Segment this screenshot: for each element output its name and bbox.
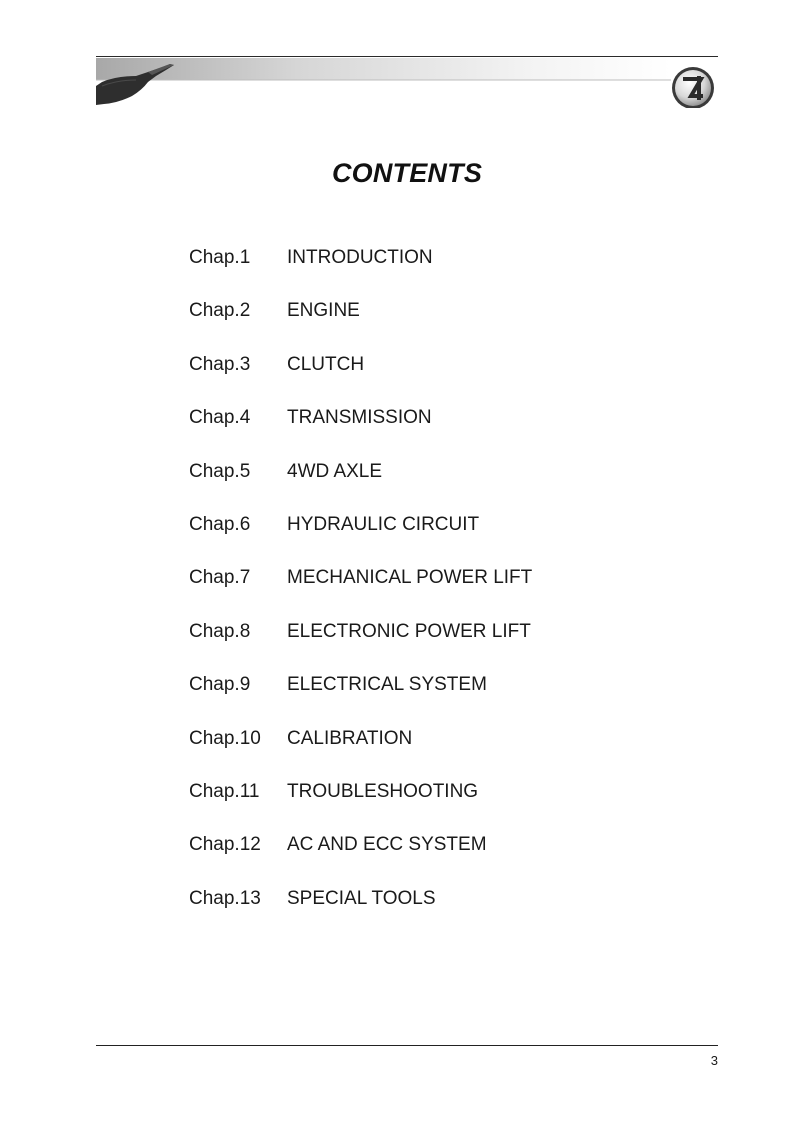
toc-list <box>189 247 689 941</box>
toc-chapter-title: 4WD AXLE <box>287 460 383 482</box>
toc-chapter-number: Chap.6 <box>189 513 251 535</box>
footer-divider <box>96 1045 718 1046</box>
toc-chapter-number: Chap.11 <box>189 780 260 802</box>
toc-chapter-number: Chap.5 <box>189 460 251 482</box>
toc-chapter-number: Chap.12 <box>189 834 261 856</box>
page-title: CONTENTS <box>331 158 483 188</box>
toc-chapter-number: Chap.4 <box>189 407 251 429</box>
toc-entry[interactable] <box>189 461 689 514</box>
toc-chapter-title: CALIBRATION <box>287 727 413 749</box>
toc-entry[interactable] <box>189 888 689 941</box>
toc-entry[interactable] <box>189 407 689 460</box>
toc-chapter-title: ENGINE <box>287 300 360 322</box>
toc-entry[interactable] <box>189 834 689 887</box>
toc-chapter-number: Chap.1 <box>189 247 251 268</box>
toc-chapter-title: AC AND ECC SYSTEM <box>287 834 487 856</box>
toc-entry[interactable] <box>189 781 689 834</box>
toc-entry[interactable] <box>189 247 689 300</box>
toc-chapter-number: Chap.7 <box>189 567 251 589</box>
header-band <box>96 56 718 108</box>
toc-chapter-title: INTRODUCTION <box>287 247 433 268</box>
toc-chapter-number: Chap.2 <box>189 300 251 322</box>
toc-chapter-title: TROUBLESHOOTING <box>287 780 479 802</box>
toc-chapter-title: CLUTCH <box>287 353 365 375</box>
toc-chapter-title: MECHANICAL POWER LIFT <box>287 567 533 589</box>
toc-chapter-number: Chap.9 <box>189 674 251 696</box>
toc-entry[interactable] <box>189 354 689 407</box>
toc-entry[interactable] <box>189 300 689 353</box>
toc-entry[interactable] <box>189 674 689 727</box>
toc-chapter-title: HYDRAULIC CIRCUIT <box>287 513 480 535</box>
page-number: 3 <box>710 1053 718 1068</box>
toc-chapter-title: ELECTRICAL SYSTEM <box>287 674 487 696</box>
toc-chapter-title: SPECIAL TOOLS <box>287 887 436 909</box>
toc-chapter-title: TRANSMISSION <box>287 407 432 429</box>
brand-logo-icon <box>672 67 714 108</box>
toc-chapter-number: Chap.10 <box>189 727 261 749</box>
toc-chapter-title: ELECTRONIC POWER LIFT <box>287 620 531 642</box>
toc-entry[interactable] <box>189 567 689 620</box>
toc-chapter-number: Chap.13 <box>189 887 261 909</box>
toc-chapter-number: Chap.3 <box>189 353 251 375</box>
toc-chapter-number: Chap.8 <box>189 620 251 642</box>
toc-entry[interactable] <box>189 728 689 781</box>
toc-entry[interactable] <box>189 514 689 567</box>
toc-entry[interactable] <box>189 621 689 674</box>
